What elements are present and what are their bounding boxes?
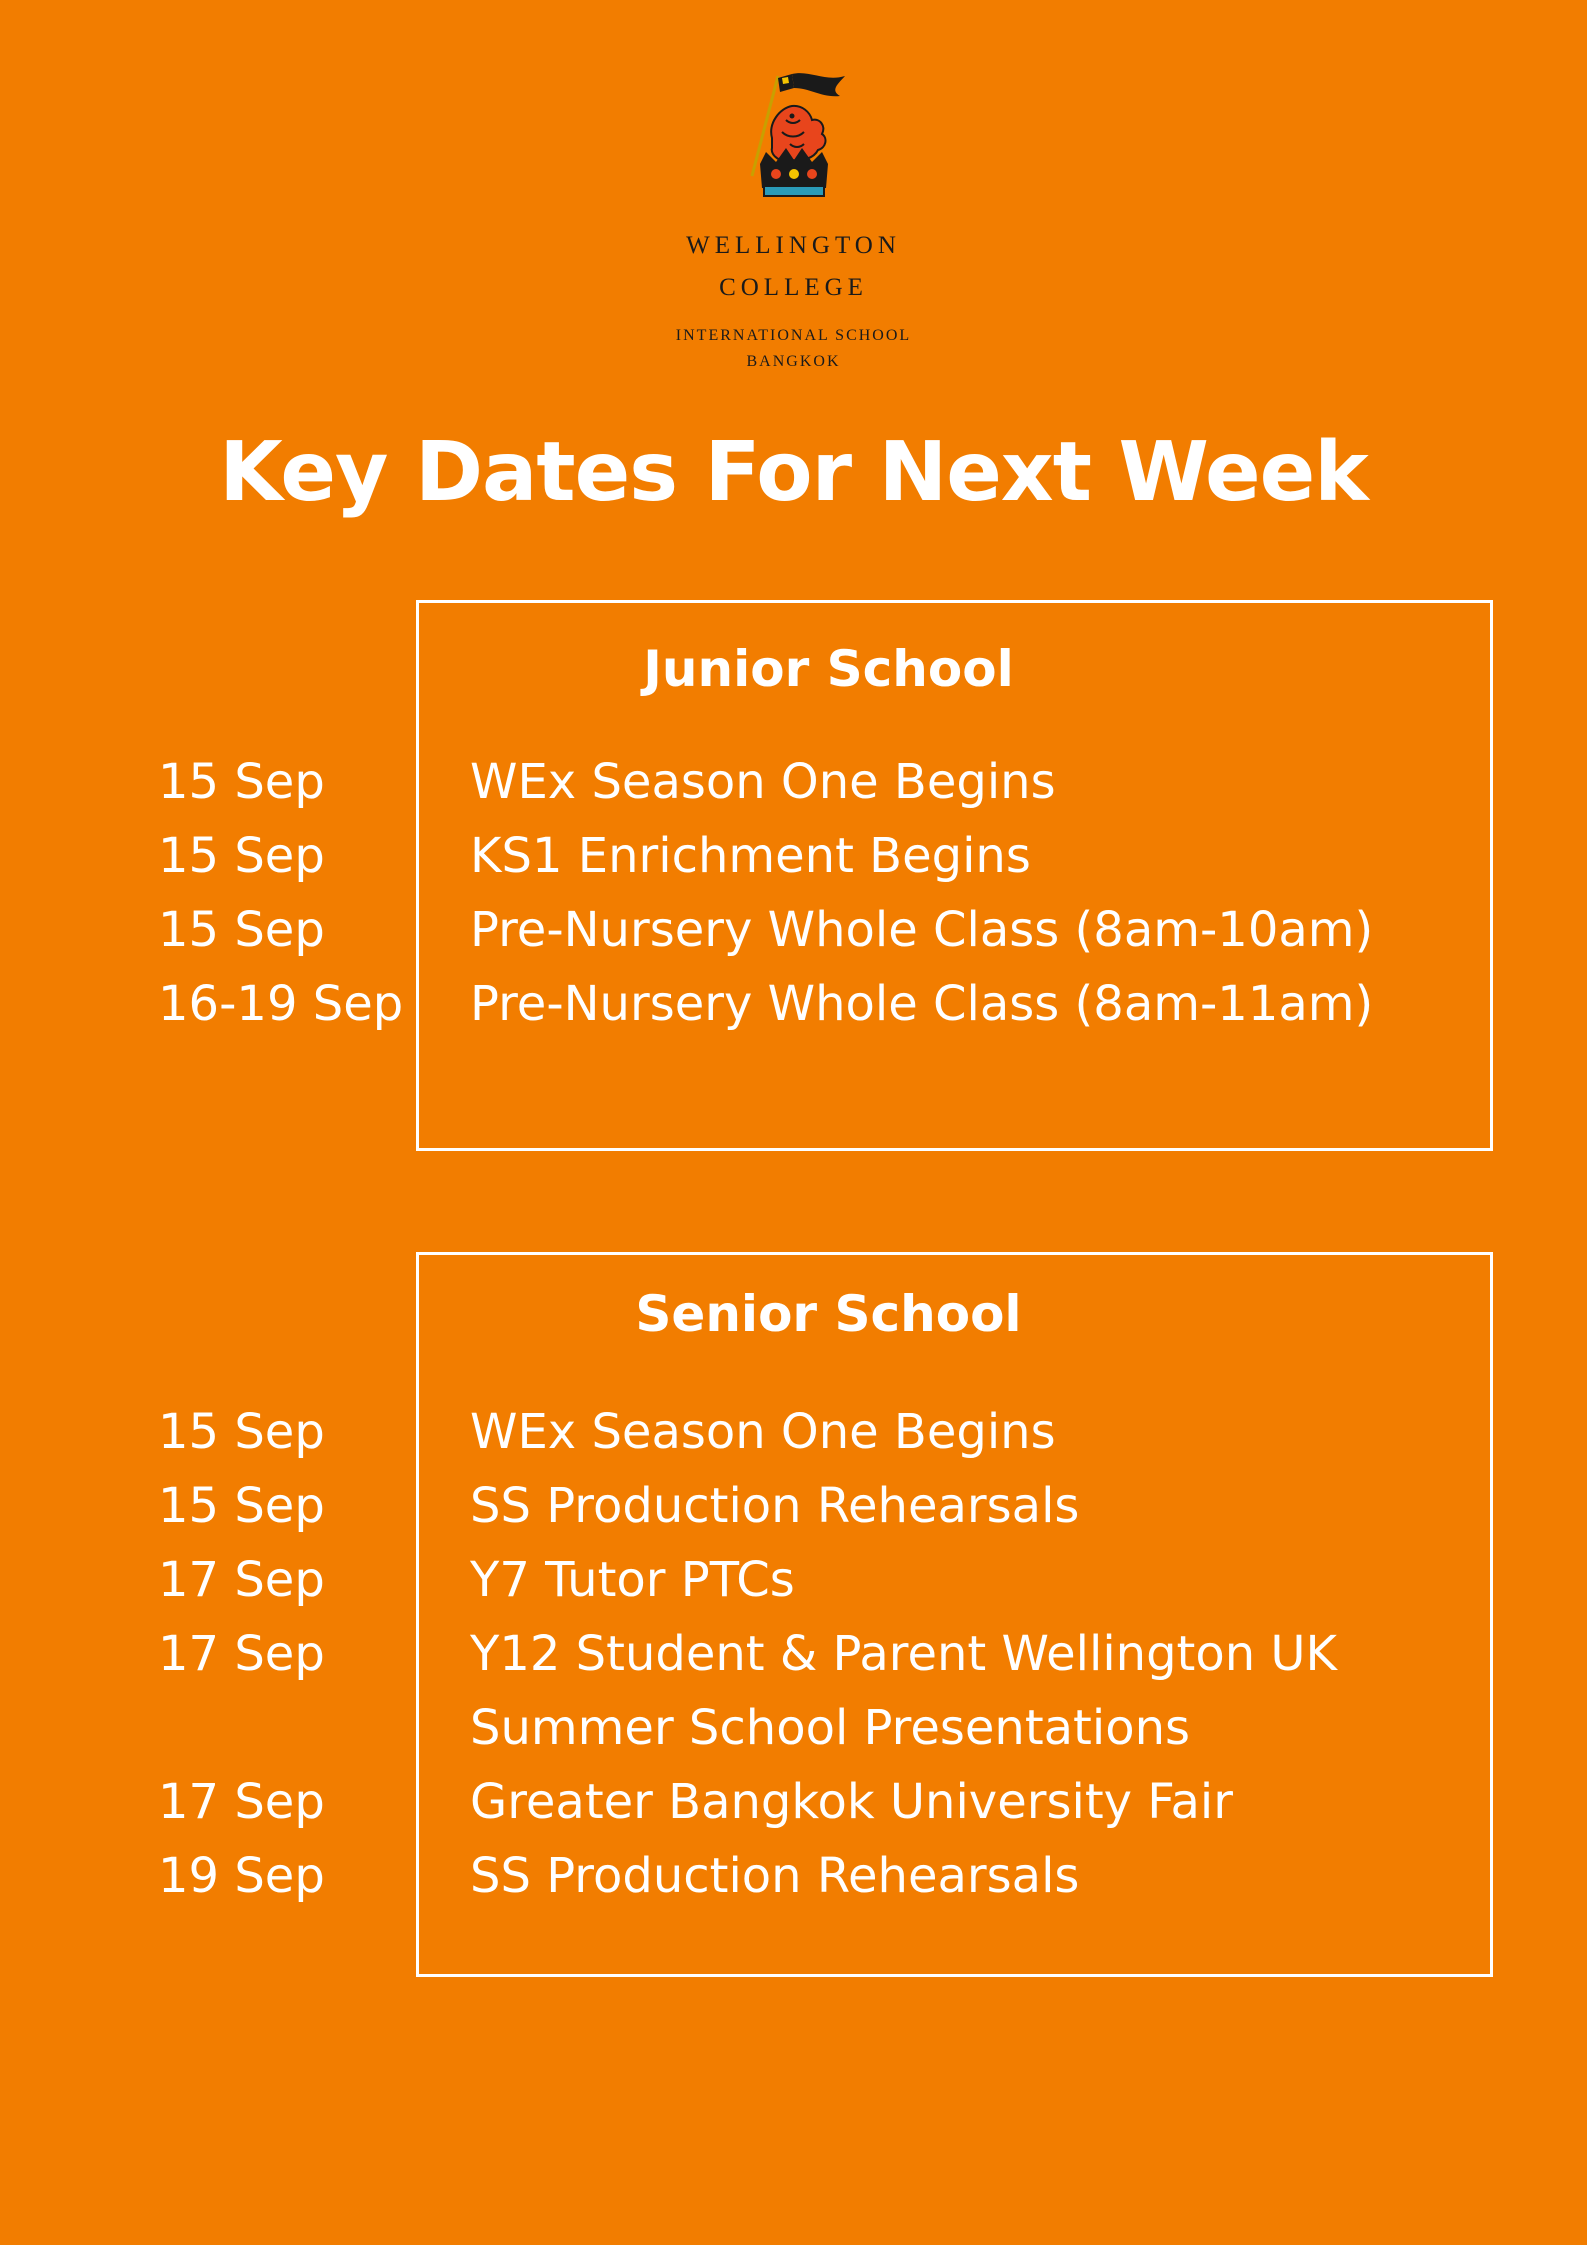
senior-date: 17 Sep	[158, 1552, 325, 1608]
senior-event: Y12 Student & Parent Wellington UK	[470, 1626, 1338, 1682]
brand-subtitle-line-1: INTERNATIONAL SCHOOL	[675, 327, 912, 344]
junior-date-row	[0, 745, 1587, 819]
brand-name-line-1: WELLINGTON	[686, 232, 901, 259]
senior-date-row	[0, 1617, 1587, 1691]
junior-event: Pre-Nursery Whole Class (8am-10am)	[470, 902, 1374, 958]
junior-date: 15 Sep	[158, 754, 325, 810]
junior-school-heading: Junior School	[643, 640, 1014, 698]
senior-event: WEx Season One Begins	[470, 1404, 1056, 1460]
senior-event: Summer School Presentations	[470, 1700, 1190, 1756]
senior-date-row	[0, 1395, 1587, 1469]
brand-name-line-2: COLLEGE	[719, 274, 868, 301]
junior-date: 15 Sep	[158, 902, 325, 958]
senior-date-row	[0, 1543, 1587, 1617]
senior-event: SS Production Rehearsals	[470, 1478, 1080, 1534]
junior-event: Pre-Nursery Whole Class (8am-11am)	[470, 976, 1374, 1032]
senior-date-row	[0, 1839, 1587, 1913]
brand-subtitle-line-2: BANGKOK	[746, 353, 841, 370]
senior-event: Greater Bangkok University Fair	[470, 1774, 1233, 1830]
junior-event: KS1 Enrichment Begins	[470, 828, 1031, 884]
senior-event: Y7 Tutor PTCs	[470, 1552, 795, 1608]
junior-date-row	[0, 893, 1587, 967]
senior-date-row	[0, 1765, 1587, 1839]
senior-date: 17 Sep	[158, 1774, 325, 1830]
junior-date: 15 Sep	[158, 828, 325, 884]
page-title: Key Dates For Next Week	[219, 425, 1368, 520]
senior-date: 15 Sep	[158, 1404, 325, 1460]
junior-date-row	[0, 967, 1587, 1041]
senior-event: SS Production Rehearsals	[470, 1848, 1080, 1904]
junior-event: WEx Season One Begins	[470, 754, 1056, 810]
senior-date-row	[0, 1469, 1587, 1543]
senior-school-heading: Senior School	[635, 1285, 1022, 1343]
junior-date-row	[0, 819, 1587, 893]
senior-date: 17 Sep	[158, 1626, 325, 1682]
senior-date: 15 Sep	[158, 1478, 325, 1534]
school-crest-logo	[730, 68, 855, 203]
senior-date: 19 Sep	[158, 1848, 325, 1904]
senior-date-row	[0, 1691, 1587, 1765]
junior-date: 16-19 Sep	[158, 976, 404, 1032]
